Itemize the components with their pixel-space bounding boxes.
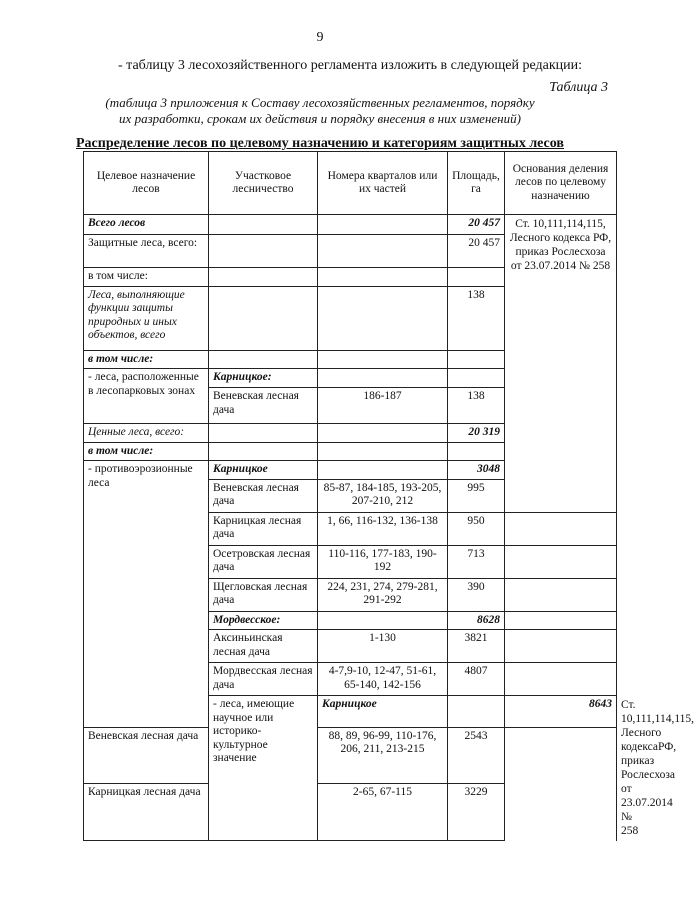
valuable-label: Ценные леса, всего: <box>84 424 209 443</box>
quarters-cell: 110-116, 177-183, 190-192 <box>318 545 448 578</box>
forest-park-label: - леса, расположенные в лесопарковых зонах <box>84 369 209 424</box>
table-row <box>84 784 617 841</box>
table-row <box>84 215 617 235</box>
venev-dacha: Веневская лесная дача <box>209 479 318 512</box>
intro-text: - таблицу 3 лесохозяйственного регламента изложить в следующей редакции: <box>118 58 582 73</box>
area-cell: 2543 <box>448 727 505 784</box>
including-label: в том числе: <box>84 350 209 369</box>
karnits-dacha: Карницкая лесная дача <box>84 784 209 841</box>
shcheglov-dacha: Щегловская лесная дача <box>209 578 318 611</box>
table-caption-number: Таблица 3 <box>549 80 608 95</box>
forest-distribution-table <box>83 151 694 841</box>
forest-park-quarters: 186-187 <box>318 388 448 424</box>
protective-area: 20 457 <box>448 235 505 268</box>
district-karnitskoe: Карницкое: <box>209 369 318 388</box>
mordvesskoe-area: 8628 <box>448 611 505 630</box>
venev-dacha: Веневская лесная дача <box>84 727 209 784</box>
forest-park-area: 138 <box>448 388 505 424</box>
including-label: в том числе: <box>84 268 209 287</box>
header-area: Площадь, га <box>448 152 505 215</box>
table-title: Распределение лесов по целевому назначению и категориям защитных лесов <box>76 136 564 151</box>
area-cell: 390 <box>448 578 505 611</box>
basis-cell-1: Ст. 10,111,114,115, Лесного кодекса РФ, приказ Рослесхоза от 23.07.2014 № 258 <box>505 215 617 513</box>
table-row <box>84 727 617 784</box>
venev-dacha: Веневская лесная дача <box>209 388 318 424</box>
district-karnitskoe: Карницкое <box>318 696 448 728</box>
valuable-area: 20 319 <box>448 424 505 443</box>
caption-line-2: их разработки, срокам их действия и порядку внесения в них изменений) <box>119 111 521 126</box>
area-cell: 995 <box>448 479 505 512</box>
area-cell: 3229 <box>448 784 505 841</box>
quarters-cell: 4-7,9-10, 12-47, 51-61, 65-140, 142-156 <box>318 663 448 696</box>
header-basis: Основания деления лесов по целевому назначению <box>505 152 617 215</box>
area-cell: 4807 <box>448 663 505 696</box>
total-area: 20 457 <box>448 215 505 235</box>
area-cell: 713 <box>448 545 505 578</box>
header-purpose: Целевое назначение лесов <box>84 152 209 215</box>
table-caption-description <box>70 95 570 127</box>
header-quarters: Номера кварталов или их частей <box>318 152 448 215</box>
protective-label: Защитные леса, всего: <box>84 235 209 268</box>
quarters-cell: 224, 231, 274, 279-281, 291-292 <box>318 578 448 611</box>
quarters-cell: 2-65, 67-115 <box>318 784 448 841</box>
quarters-cell: 1-130 <box>318 630 448 663</box>
header-district: Участковое лесничество <box>209 152 318 215</box>
scientific-label: - леса, имеющие научное или историко-культурное значение <box>209 696 318 841</box>
district-mordvesskoe: Мордвесское: <box>209 611 318 630</box>
karnits-dacha: Карницкая лесная дача <box>209 512 318 545</box>
table-row: - леса, имеющие научное или историко-культурное значение Карницкое 8643 Ст. 10,111,114,115, Лесного кодексаРФ, приказ Рослесхоза от 23.07.2014 № 258 <box>84 696 617 728</box>
karnitskoe-area: 3048 <box>448 461 505 480</box>
header-row <box>84 152 617 215</box>
area-cell: 950 <box>448 512 505 545</box>
functions-area: 138 <box>448 286 505 350</box>
karnitskoe-area: 8643 <box>505 696 617 728</box>
quarters-cell: 1, 66, 116-132, 136-138 <box>318 512 448 545</box>
functions-label: Леса, выполняющие функции защиты природных и иных объектов, всего <box>84 286 209 350</box>
aksin-dacha: Аксиньинская лесная дача <box>209 630 318 663</box>
mordves-dacha: Мордвесская лесная дача <box>209 663 318 696</box>
caption-line-1: (таблица 3 приложения к Составу лесохозяйственных регламентов, порядку <box>105 95 535 110</box>
including-label: в том числе: <box>84 442 209 461</box>
quarters-cell: 85-87, 184-185, 193-205, 207-210, 212 <box>318 479 448 512</box>
page-number: 9 <box>316 30 324 45</box>
osetrov-dacha: Осетровская лесная дача <box>209 545 318 578</box>
area-cell: 3821 <box>448 630 505 663</box>
quarters-cell: 88, 89, 96-99, 110-176, 206, 211, 213-215 <box>318 727 448 784</box>
anti-erosion-label: - противоэрозионные леса <box>84 461 209 728</box>
district-karnitskoe: Карницкое <box>209 461 318 480</box>
total-label: Всего лесов <box>84 215 209 235</box>
